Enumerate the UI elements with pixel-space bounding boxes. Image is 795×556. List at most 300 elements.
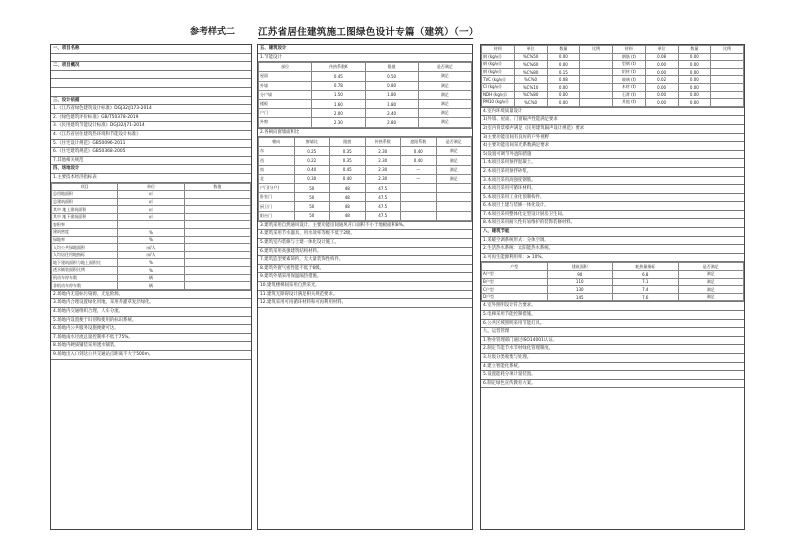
table-cell: 7.4 [613, 286, 679, 294]
table-row [482, 91, 744, 99]
material-items [481, 159, 744, 228]
table-cell: 辆 [118, 282, 184, 290]
table-cell: 48 [330, 193, 366, 202]
table-cell [580, 99, 613, 107]
table-cell: 0.15 [547, 68, 580, 76]
table-cell: TVC (kg/㎡) [482, 76, 515, 84]
energy-table [258, 62, 472, 127]
header-cell: 数值 [184, 183, 250, 191]
header-cell: 是否满足 [418, 63, 471, 72]
design-item: 3.建筑采用自然通风设计，主要功能房间通风开口面积不小于地板面积8%。 [258, 222, 472, 231]
section-project-overview: 二、项目概况 [51, 62, 251, 71]
design-item: 5.建筑室内装修与土建一体化设计施工。 [258, 239, 472, 248]
table-cell: %C%80 [514, 68, 547, 76]
table-cell [580, 68, 613, 76]
table-row [482, 99, 744, 107]
table-cell [184, 282, 250, 290]
indoor-item: 4)主要功能房间采光系数满足要求 [481, 142, 744, 151]
header-cell: 遮阳系数 [401, 138, 437, 147]
table-cell: 1.80 [365, 99, 418, 108]
table-row [259, 90, 472, 99]
table-cell: 48 [330, 211, 366, 220]
operation-item: 3.垃圾分类收集与处理。 [481, 354, 744, 363]
table-cell: 满足 [678, 278, 744, 286]
header-cell: 是否满足 [678, 263, 744, 271]
table-row [482, 61, 744, 69]
middle-items [258, 222, 472, 308]
window-table-body [259, 147, 472, 221]
table-cell [580, 61, 613, 69]
table-cell: 西 [259, 156, 295, 165]
table-cell: 南 [259, 165, 295, 174]
design-item: 6.建筑采用高强建筑结构材料。 [258, 248, 472, 257]
table-cell: C户型 [482, 286, 548, 294]
operation-items [481, 302, 744, 388]
table-row [52, 206, 251, 214]
table-cell: 型钢 (t) [613, 61, 646, 69]
table-cell: 满足 [418, 90, 471, 99]
header-cell: 比例 [580, 46, 613, 54]
table-cell: % [118, 229, 184, 237]
section-energy: 八、建筑节能 [481, 228, 744, 237]
table-cell: 外墙 [259, 81, 312, 90]
table-row [52, 267, 251, 275]
table-cell [184, 251, 250, 259]
table-row [259, 211, 472, 220]
indoor-item: 5)设置可调节外遮阳措施 [481, 151, 744, 160]
table-cell [184, 274, 250, 282]
table-cell: 绿地率 [52, 236, 118, 244]
header-cell: 传热系数K [312, 63, 365, 72]
site-table-heading: 1.主要技术经济指标表 [51, 174, 251, 183]
header-cell: 数量 [547, 46, 580, 54]
table-cell: 铝材 (t) [613, 68, 646, 76]
table-cell: Cl (kg/㎡) [482, 83, 515, 91]
table-row [482, 278, 744, 286]
table-cell: % [118, 259, 184, 267]
table-cell [580, 91, 613, 99]
table-cell [118, 221, 184, 229]
table-cell: 6.8 [613, 271, 679, 279]
blank-row [51, 71, 251, 80]
table-cell: ㎡ [118, 206, 184, 214]
table-cell [580, 76, 613, 84]
table-cell: 7.6 [613, 293, 679, 301]
site-item: 7.场地雨水径流总量控制率不低于75%。 [51, 334, 251, 343]
table-cell: 人均居住用地指标 [52, 251, 118, 259]
table-row [52, 244, 251, 252]
table-cell: 2.30 [365, 174, 401, 183]
table-cell: 透水铺装面积比例 [52, 267, 118, 275]
header-cell: 户型 [482, 263, 548, 271]
table-cell: 0.00 [645, 91, 678, 99]
blank-row [51, 54, 251, 63]
table-row [482, 83, 744, 91]
material-table [481, 45, 744, 107]
material-item: 2.本项目采用预拌砂浆。 [481, 168, 744, 177]
table-cell: 1.50 [312, 90, 365, 99]
table-row [482, 293, 744, 301]
header-cell: 比例 [711, 46, 744, 54]
table-cell: 0.00 [645, 83, 678, 91]
table-cell [184, 198, 250, 206]
table-cell [184, 206, 250, 214]
operation-item: 4.室外照明设计符合要求。 [481, 302, 744, 311]
table-cell: 外窗 [259, 118, 312, 127]
heat-table-header [482, 263, 744, 271]
indoor-item: 1)外墙、屋面、门窗隔声性能满足要求 [481, 116, 744, 125]
table-cell: 130 [547, 286, 613, 294]
table-cell: 0.40 [401, 147, 437, 156]
table-cell: 2.00 [312, 109, 365, 118]
header-cell: 数量 [678, 46, 711, 54]
table-cell: 0.00 [678, 68, 711, 76]
table-cell: 0.00 [547, 91, 580, 99]
table-cell: 钢 (kg/㎡) [482, 68, 515, 76]
design-item: 9.建筑外墙采用保温隔热措施。 [258, 273, 472, 282]
site-items [51, 291, 251, 360]
table-cell: 其中 地下建筑面积 [52, 213, 118, 221]
table-cell: 屋面 [259, 72, 312, 81]
table-cell: 满足 [418, 72, 471, 81]
blank-row [51, 79, 251, 88]
table-cell: 建筑密度 [52, 229, 118, 237]
energy-item: 2.生活热水系统：太阳能热水系统。 [481, 245, 744, 254]
table-cell: 东 [259, 147, 295, 156]
table-cell: NDH (kg/㎡) [482, 91, 515, 99]
table-cell: 0.25 [294, 147, 330, 156]
design-item: 11.建筑无障碍设计满足相关规范要求。 [258, 291, 472, 300]
table-row [482, 76, 744, 84]
table-row [52, 229, 251, 237]
header-cell: 部位 [259, 63, 312, 72]
table-cell: 满足 [678, 286, 744, 294]
table-cell: 钢 (kg/㎡) [482, 53, 515, 61]
table-cell [401, 184, 437, 193]
table-cell: 0.00 [678, 91, 711, 99]
site-item: 9.场地出入口到达公共交通站点距离不大于500m。 [51, 351, 251, 360]
title-underline [258, 38, 473, 39]
table-cell: 50 [294, 202, 330, 211]
table-cell: 厨卫门 [259, 202, 295, 211]
table-row [482, 271, 744, 279]
table-row [52, 198, 251, 206]
table-row [259, 184, 472, 193]
table-row [52, 282, 251, 290]
table-cell: 满足 [678, 271, 744, 279]
table-cell: 0.45 [330, 165, 366, 174]
table-cell [184, 213, 250, 221]
table-cell: 钢 (kg/㎡) [482, 61, 515, 69]
table-cell: 分户墙 [259, 90, 312, 99]
table-cell: 0.40 [294, 165, 330, 174]
table-cell: — [401, 174, 437, 183]
material-table-header [482, 46, 744, 54]
table-cell: 50 [294, 211, 330, 220]
table-cell [184, 191, 250, 199]
table-cell: 卧室门 [259, 193, 295, 202]
material-item: 1.本项目采用预拌混凝土。 [481, 159, 744, 168]
table-cell: 50 [294, 184, 330, 193]
table-cell: % [118, 267, 184, 275]
table-cell: 辆 [118, 274, 184, 282]
table-cell: %C%0 [514, 76, 547, 84]
operation-item: 6.公共区域照明采用节能灯具。 [481, 320, 744, 329]
table-cell: ㎡ [118, 198, 184, 206]
left-panel [50, 44, 252, 530]
energy-items [481, 237, 744, 263]
table-cell: 石膏 (t) [613, 91, 646, 99]
section-project-name: 一、项目名称 [51, 45, 251, 54]
header-cell: 朝向 [259, 138, 295, 147]
table-row [52, 213, 251, 221]
table-row [52, 191, 251, 199]
site-item: 2.场地内无超标污染源，无危险源。 [51, 291, 251, 300]
table-cell [711, 83, 744, 91]
material-table-body [482, 53, 744, 106]
table-cell: 总建筑面积 [52, 198, 118, 206]
table-cell [711, 76, 744, 84]
site-table-header [52, 183, 251, 191]
table-cell: 0.00 [645, 61, 678, 69]
table-cell: 0.08 [547, 76, 580, 84]
header-cell: 材料 [482, 46, 515, 54]
energy-heading: 1.节能设计 [258, 54, 472, 63]
site-item: 8.场地内硬质铺装采用透水铺装。 [51, 342, 251, 351]
table-cell: 0.02 [645, 76, 678, 84]
site-table-wrap [51, 183, 251, 291]
basis-item: 2.《绿色建筑评价标准》GB/T50378-2019 [51, 114, 251, 123]
operation-item: 6.制定绿色宣传教育方案。 [481, 380, 744, 389]
table-row [52, 274, 251, 282]
table-cell: 2.40 [365, 109, 418, 118]
window-heading: 2.各朝向窗墙面积比 [258, 129, 472, 138]
indoor-item: 4.室内环境质量设计 [481, 108, 744, 117]
page-header [0, 24, 795, 40]
table-cell: 0.40 [401, 156, 437, 165]
table-cell: 满足 [418, 99, 471, 108]
table-cell: 0.08 [645, 53, 678, 61]
table-cell: 47.5 [365, 184, 401, 193]
window-table-header [259, 138, 472, 147]
table-cell: 0.50 [365, 72, 418, 81]
table-cell [436, 211, 472, 220]
table-cell: 0.80 [365, 81, 418, 90]
right-panel [480, 44, 745, 530]
table-row [482, 286, 744, 294]
table-cell [711, 91, 744, 99]
table-cell [711, 53, 744, 61]
table-cell [711, 61, 744, 69]
table-cell: 0.35 [330, 147, 366, 156]
table-cell: A户型 [482, 271, 548, 279]
basis-item: 3.《民用建筑节能设计标准》DGJ32/J71-2014 [51, 122, 251, 131]
site-table-body [52, 191, 251, 290]
table-cell: 总用地面积 [52, 191, 118, 199]
window-table-wrap [258, 137, 472, 222]
material-item: 5.本项目采用工业化预制构件。 [481, 194, 744, 203]
table-cell: 2.80 [365, 118, 418, 127]
basis-item: 4.《江苏省居住建筑热环境和节能设计标准》 [51, 131, 251, 140]
material-item: 3.本项目采用高强度钢筋。 [481, 177, 744, 186]
table-cell: 机动车停车数 [52, 274, 118, 282]
table-cell: 其他 (t) [613, 99, 646, 107]
header-cell: 窗墙比 [294, 138, 330, 147]
energy-item: 1.采暖空调系统形式：分体空调。 [481, 237, 744, 246]
table-cell: 楼板 [259, 99, 312, 108]
table-cell: 北 [259, 174, 295, 183]
table-cell: 0.00 [645, 99, 678, 107]
table-cell: 满足 [436, 156, 472, 165]
table-cell: 90 [547, 271, 613, 279]
table-cell: ㎡/人 [118, 251, 184, 259]
table-cell: 其中 地上建筑面积 [52, 206, 118, 214]
table-cell: 2.30 [312, 118, 365, 127]
table-cell [401, 211, 437, 220]
table-cell: 满足 [436, 174, 472, 183]
table-cell: B户型 [482, 278, 548, 286]
section-building-design: 五、建筑设计 [258, 45, 472, 54]
operation-item: 九、运营管理 [481, 328, 744, 337]
middle-panel [257, 44, 473, 530]
table-cell: %C%60 [514, 61, 547, 69]
header-cell: 材料 [613, 46, 646, 54]
heat-table [481, 262, 744, 301]
table-cell: 50 [294, 193, 330, 202]
table-row [259, 147, 472, 156]
table-row [259, 174, 472, 183]
energy-table-body [259, 72, 472, 127]
header-cell: 限值 [330, 138, 366, 147]
table-row [259, 202, 472, 211]
table-cell [184, 244, 250, 252]
design-item: 8.建筑外窗气密性能不低于6级。 [258, 265, 472, 274]
table-cell [401, 202, 437, 211]
table-cell: 容积率 [52, 221, 118, 229]
table-cell: 2.30 [365, 156, 401, 165]
table-cell: 非机动车停车数 [52, 282, 118, 290]
heat-table-body [482, 271, 744, 301]
energy-table-header [259, 63, 472, 72]
table-cell [184, 259, 250, 267]
header-cell: 限值 [365, 63, 418, 72]
table-cell: %C%80 [514, 91, 547, 99]
header-cell: 传热系数 [365, 138, 401, 147]
table-row [259, 165, 472, 174]
table-cell: 0.00 [547, 61, 580, 69]
header-cell: 是否满足 [436, 138, 472, 147]
table-cell [184, 221, 250, 229]
basis-item: 5.《住宅设计规范》GB50096-2011 [51, 140, 251, 149]
table-cell: 满足 [418, 118, 471, 127]
table-cell: 满足 [418, 81, 471, 90]
section-site-design: 四、场地设计 [51, 165, 251, 174]
table-cell: 地下建筑面积与地上面积比 [52, 259, 118, 267]
basis-item: 1.《江苏省绿色建筑设计标准》DGJ32/J173-2014 [51, 105, 251, 114]
header-cell: 单位 [645, 46, 678, 54]
header-cell: 单位 [514, 46, 547, 54]
table-cell: ㎡ [118, 213, 184, 221]
table-cell: 0.30 [294, 174, 330, 183]
table-row [259, 81, 472, 90]
operation-item: 5.设置能耗分项计量装置。 [481, 371, 744, 380]
table-row [259, 118, 472, 127]
table-cell: 0.00 [678, 99, 711, 107]
header-cell: 耗热量指标 [613, 263, 679, 271]
site-item: 5.场地内设置便于识别和使用的标识系统。 [51, 317, 251, 326]
table-cell [711, 68, 744, 76]
blank-row [51, 88, 251, 97]
table-cell: %C%10 [514, 83, 547, 91]
table-cell: 满足 [436, 147, 472, 156]
table-cell [711, 99, 744, 107]
table-cell [436, 184, 472, 193]
table-row [259, 193, 472, 202]
section-design-basis: 三、设计依据 [51, 97, 251, 106]
table-cell: 47.5 [365, 193, 401, 202]
window-table [258, 137, 472, 221]
table-cell: 47.5 [365, 202, 401, 211]
table-cell: 0.00 [547, 53, 580, 61]
table-row [259, 156, 472, 165]
table-cell: 0.45 [312, 72, 365, 81]
table-row [52, 259, 251, 267]
operation-item: 5.电梯采用节能控制措施。 [481, 311, 744, 320]
table-cell: 2.30 [365, 165, 401, 174]
table-cell: 0.78 [312, 81, 365, 90]
operation-item: 2.制定节能节水节材绿化管理制度。 [481, 345, 744, 354]
table-cell: 0.40 [330, 174, 366, 183]
table-cell [401, 193, 437, 202]
basis-item: 7.其他相关规范 [51, 157, 251, 166]
operation-item: 1.物业管理部门通过ISO14001认证。 [481, 337, 744, 346]
design-item: 7.建筑造型要素简约，无大量装饰性构件。 [258, 256, 472, 265]
table-cell: 7.1 [613, 278, 679, 286]
table-cell: 0.00 [678, 83, 711, 91]
design-item: 10.建筑楼梯间采用自然采光。 [258, 282, 472, 291]
site-item: 6.场地内公共服务设施便捷可达。 [51, 325, 251, 334]
table-cell: 满足 [418, 109, 471, 118]
energy-table-wrap [258, 62, 472, 128]
table-cell: 户门 [259, 109, 312, 118]
table-cell: 满足 [678, 293, 744, 301]
material-table-wrap [481, 45, 744, 108]
table-cell: 145 [547, 293, 613, 301]
design-item: 12.建筑采用可再循环材料和可再利用材料。 [258, 299, 472, 308]
table-cell [436, 202, 472, 211]
table-cell: 47.5 [365, 211, 401, 220]
table-cell [580, 53, 613, 61]
table-cell: 0.00 [547, 99, 580, 107]
table-cell: 0.00 [547, 83, 580, 91]
table-cell: — [401, 165, 437, 174]
table-cell: 2.30 [365, 147, 401, 156]
table-cell [184, 236, 250, 244]
table-cell [184, 229, 250, 237]
table-cell: D户型 [482, 293, 548, 301]
material-item: 6.本项目土建与装修一体化设计。 [481, 202, 744, 211]
table-cell: 0.00 [678, 61, 711, 69]
table-cell: 玻璃 (t) [613, 76, 646, 84]
table-cell: %C%0 [514, 99, 547, 107]
sample-label: 参考样式二 [190, 27, 236, 37]
table-cell: 0.22 [294, 156, 330, 165]
header-cell: 单位 [118, 183, 184, 191]
table-row [259, 99, 472, 108]
basis-item: 6.《住宅建筑规范》GB50368-2005 [51, 148, 251, 157]
table-cell: 48 [330, 184, 366, 193]
table-cell: 人均公共绿地面积 [52, 244, 118, 252]
